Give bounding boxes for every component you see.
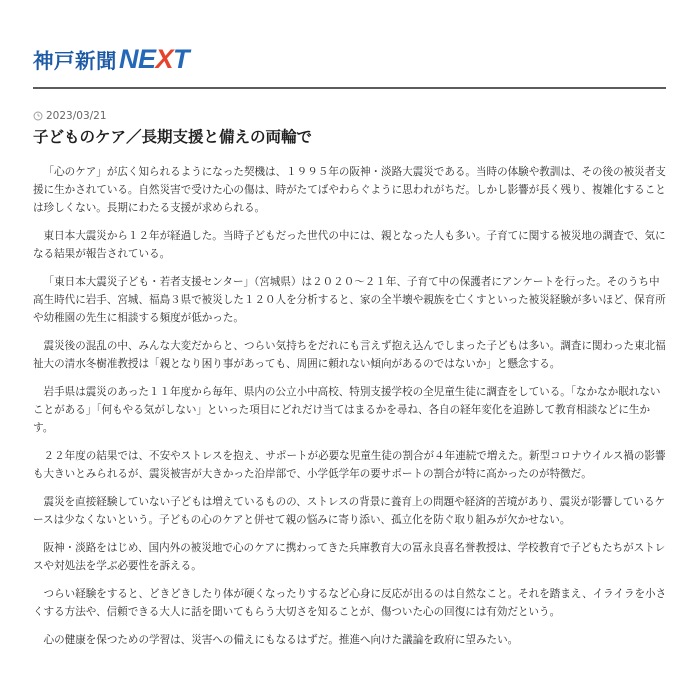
header-divider	[33, 87, 666, 89]
article-paragraph: 「心のケア」が広く知られるようになった契機は、１９９５年の阪神・淡路大震災である。当時の体験や教訓は、その後の被災者支援に生かされている。自然災害で受けた心の傷は、時がたてばやわらぐように思われがちだ。しかし影響が長く残り、複雑化することは珍しくない。長期にわたる支援が求められる。	[33, 166, 666, 214]
logo-next-t: T	[173, 44, 190, 74]
logo-next-text	[119, 44, 189, 74]
logo-brand-text: 神戸新聞	[33, 49, 117, 73]
article-paragraph: 心の健康を保つための学習は、災害への備えにもなるはずだ。推進へ向けた議論を政府に望みたい。	[43, 634, 519, 646]
article-body	[33, 163, 667, 659]
article-title: 子どものケア／長期支援と備えの両輪で	[33, 128, 313, 146]
article-paragraph: 東日本大震災から１２年が経過した。当時子どもだった世代の中には、親となった人も多い。子育てに関する被災地の調査で、気になる結果が報告されている。	[33, 230, 666, 260]
article-paragraph: 「東日本大震災子ども・若者支援センター」（宮城県）は２０２０～２１年、子育て中の保護者にアンケートを行った。そのうち中高生時代に岩手、宮城、福島３県で被災した１２０人を分析すると、家の全半壊や親族を亡くすといった被災経験が多いほど、保育所や幼稚園の先生に相談する頻度が低かった。	[33, 276, 666, 324]
article-meta	[33, 109, 107, 123]
article-date: 2023/03/21	[46, 110, 107, 122]
article-paragraph: 岩手県は震災のあった１１年度から毎年、県内の公立小中高校、特別支援学校の全児童生徒に調査をしている。「なかなか眠れないことがある」「何もやる気がしない」といった項目にどれだけ当てはまるかを尋ね、各自の経年変化を追跡して教育相談などに生かす。	[33, 386, 661, 434]
logo-next-x: X	[155, 44, 174, 74]
site-logo[interactable]	[33, 44, 189, 74]
logo-next-ne: NE	[119, 44, 156, 74]
article-paragraph: つらい経験をすると、どきどきしたり体が硬くなったりするなど心身に反応が出るのは自然なこと。それを踏まえ、イライラを小さくする方法や、信頼できる大人に話を聞いてもらう大切さを知ることが、傷ついた心の回復には有効だという。	[33, 588, 667, 618]
article-paragraph: ２２年度の結果では、不安やストレスを抱え、サポートが必要な児童生徒の割合が４年連続で増えた。新型コロナウイルス禍の影響も大きいとみられるが、震災被害が大きかった沿岸部で、小学低学年の要サポートの割合が特に高かったのが特徴だ。	[33, 450, 666, 480]
article-paragraph: 震災後の混乱の中、みんな大変だからと、つらい気持ちをだれにも言えず抱え込んでしまった子どもは多い。調査に関わった東北福祉大の清水冬樹准教授は「親となり困り事があっても、周囲に頼れない傾向があるのではないか」と懸念する。	[33, 340, 666, 370]
article-paragraph: 阪神・淡路をはじめ、国内外の被災地で心のケアに携わってきた兵庫教育大の冨永良喜名誉教授は、学校教育で子どもたちがストレスや対処法を学ぶ必要性を訴える。	[33, 542, 666, 572]
clock-icon	[33, 111, 43, 121]
article-paragraph: 震災を直接経験していない子どもは増えているものの、ストレスの背景に養育上の問題や経済的苦境があり、震災が影響しているケースは少なくないという。子どもの心のケアと併せて親の悩みに寄り添い、孤立化を防ぐ取り組みが欠かせない。	[33, 496, 666, 526]
